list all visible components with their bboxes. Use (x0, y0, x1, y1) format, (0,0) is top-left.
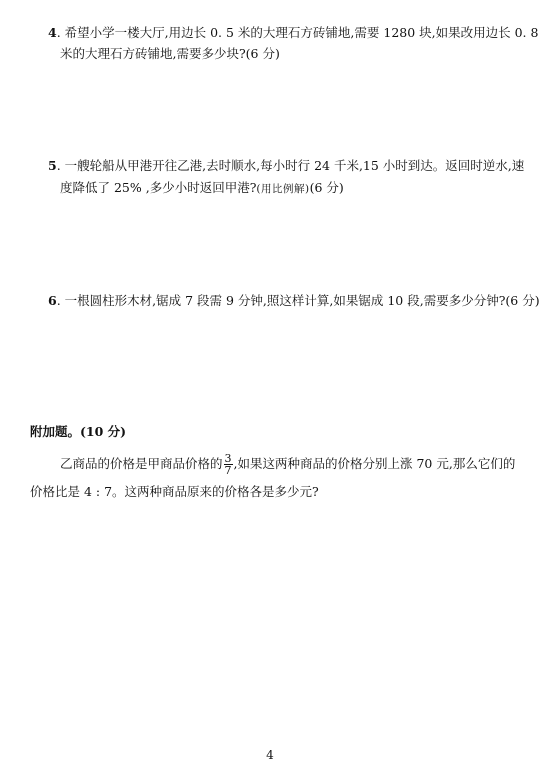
bonus-line-1 (60, 453, 515, 476)
question-6-number: 6 (48, 293, 57, 308)
question-5-line-1 (48, 158, 524, 174)
question-4-line-2: 米的大理石方砖铺地,需要多少块?(6 分) (60, 46, 280, 61)
question-5-method-note: (用比例解) (256, 183, 310, 195)
bonus-title: 附加题。(10 分) (30, 424, 127, 439)
question-6-text-1: . 一根圆柱形木材,锯成 7 段需 9 分钟,照这样计算,如果锯成 10 段,需要多少分钟?(6 分) (56, 293, 540, 308)
question-4-number: 4 (48, 25, 57, 40)
question-5-number: 5 (48, 158, 57, 173)
question-5-text-2: 度降低了 25% ,多少小时返回甲港? (60, 180, 257, 195)
bonus-fraction (224, 453, 233, 476)
bonus-text-1b: ,如果这两种商品的价格分别上涨 70 元,那么它们的 (233, 456, 516, 471)
bonus-line-2: 价格比是 4 : 7。这两种商品原来的价格各是多少元? (30, 484, 319, 499)
bonus-text-1a: 乙商品的价格是甲商品价格的 (60, 456, 223, 471)
bonus-fraction-denominator: 7 (224, 464, 232, 477)
question-5-text-1: . 一艘轮船从甲港开往乙港,去时顺水,每小时行 24 千米,15 小时到达。返回时逆水,速 (56, 158, 525, 173)
question-5-line-2 (60, 180, 344, 197)
question-4-text-1: . 希望小学一楼大厅,用边长 0. 5 米的大理石方砖铺地,需要 1280 块,如果改用边长 0. 8 (56, 25, 539, 40)
bonus-fraction-numerator: 3 (224, 452, 232, 465)
question-4-line-1 (48, 25, 538, 41)
page-number: 4 (266, 748, 274, 762)
question-5-score: (6 分) (309, 180, 344, 195)
question-6-line-1 (48, 293, 540, 309)
